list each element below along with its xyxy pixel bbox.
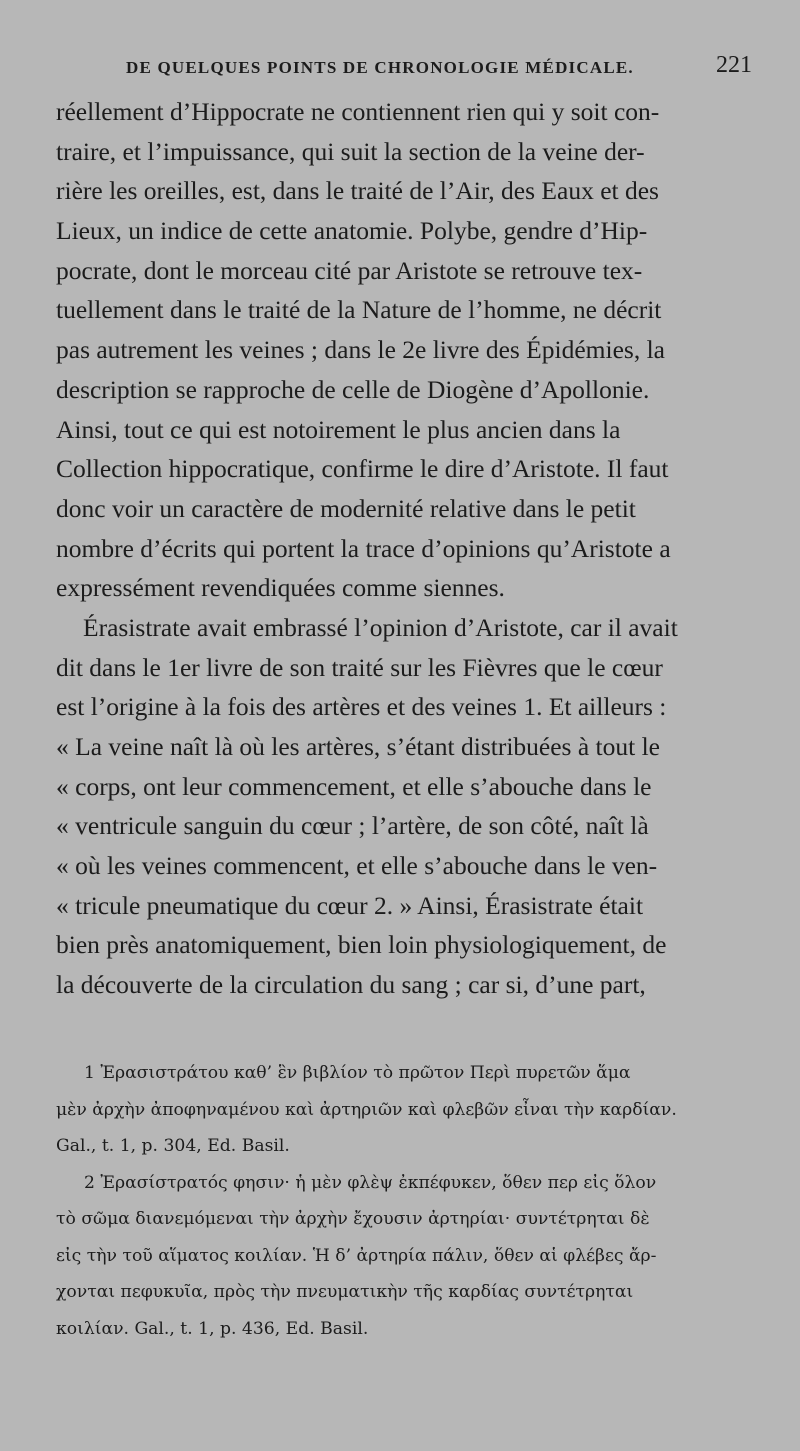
page-number: 221 — [716, 52, 752, 78]
body-line: dit dans le 1er livre de son traité sur les Fièvres que le cœur — [56, 652, 663, 682]
body-line: tuellement dans le traité de la Nature de l’homme, ne décrit — [56, 295, 662, 325]
footnote-line: 2 Ἐρασίστρατός φησιν· ἡ μὲν φλὲψ ἐκπέφυκεν, ὅθεν περ εἰς ὅλον — [84, 1172, 657, 1193]
body-line: expressément revendiquées comme siennes. — [56, 573, 505, 603]
footnotes — [56, 1055, 750, 1347]
body-line: « tricule pneumatique du cœur 2. » Ainsi, Érasistrate était — [56, 890, 644, 920]
body-line: rière les oreilles, est, dans le traité de l’Air, des Eaux et des — [56, 176, 659, 206]
body-line: « ventricule sanguin du cœur ; l’artère, de son côté, naît là — [56, 811, 649, 841]
body-line: bien près anatomiquement, bien loin physiologiquement, de — [56, 930, 667, 960]
body-line: Ainsi, tout ce qui est notoirement le plus ancien dans la — [56, 414, 621, 444]
running-header — [0, 52, 800, 86]
body-line: la découverte de la circulation du sang ; car si, d’une part, — [56, 970, 646, 1000]
footnote-line: 1 Ἐρασιστράτου καθ’ ἓν βιβλίον τὸ πρῶτον Περὶ πυρετῶν ἅμα — [84, 1063, 631, 1083]
body-line: « La veine naît là où les artères, s’étant distribuées à tout le — [56, 732, 660, 761]
body-line: pas autrement les veines ; dans le 2e livre des Épidémies, la — [56, 335, 665, 365]
body-line: description se rapproche de celle de Diogène d’Apollonie. — [56, 374, 650, 404]
footnote-line: Gal., t. 1, p. 304, Ed. Basil. — [56, 1136, 290, 1156]
footnote-line: κοιλίαν. Gal., t. 1, p. 436, Ed. Basil. — [56, 1318, 369, 1339]
footnote-line: εἰς τὴν τοῦ αἵματος κοιλίαν. Ἡ δ’ ἀρτηρία πάλιν, ὅθεν αἱ φλέβες ἄρ- — [56, 1245, 657, 1266]
body-line: Collection hippocratique, confirme le dire d’Aristote. Il faut — [56, 454, 669, 484]
body-line: donc voir un caractère de modernité relative dans le petit — [56, 493, 636, 523]
body-line: Érasistrate avait embrassé l’opinion d’Aristote, car il avait — [83, 612, 678, 642]
body-line: nombre d’écrits qui portent la trace d’opinions qu’Aristote a — [56, 533, 671, 563]
body-line: est l’origine à la fois des artères et des veines 1. Et ailleurs : — [56, 692, 667, 722]
running-title: DE QUELQUES POINTS DE CHRONOLOGIE MÉDICALE. — [126, 58, 634, 77]
body-line: « corps, ont leur commencement, et elle s’abouche dans le — [56, 771, 652, 801]
body-text — [56, 92, 750, 1005]
body-line: « où les veines commencent, et elle s’abouche dans le ven- — [56, 851, 658, 881]
body-line: traire, et l’impuissance, qui suit la section de la veine der- — [56, 136, 645, 166]
body-line: pocrate, dont le morceau cité par Aristote se retrouve tex- — [56, 255, 643, 285]
footnote-line: τὸ σῶμα διανεμόμεναι τὴν ἀρχὴν ἔχουσιν ἀρτηρίαι· συντέτρηται δὲ — [56, 1209, 650, 1229]
body-line: réellement d’Hippocrate ne contiennent rien qui y soit con- — [56, 97, 660, 126]
footnote-line: μὲν ἀρχὴν ἀποφηναμένου καὶ ἀρτηριῶν καὶ φλεβῶν εἶναι τὴν καρδίαν. — [56, 1099, 677, 1120]
footnote-line: χονται πεφυκυῖα, πρὸς τὴν πνευματικὴν τῆς καρδίας συντέτρηται — [56, 1282, 634, 1302]
body-line: Lieux, un indice de cette anatomie. Polybe, gendre d’Hip- — [56, 216, 648, 246]
